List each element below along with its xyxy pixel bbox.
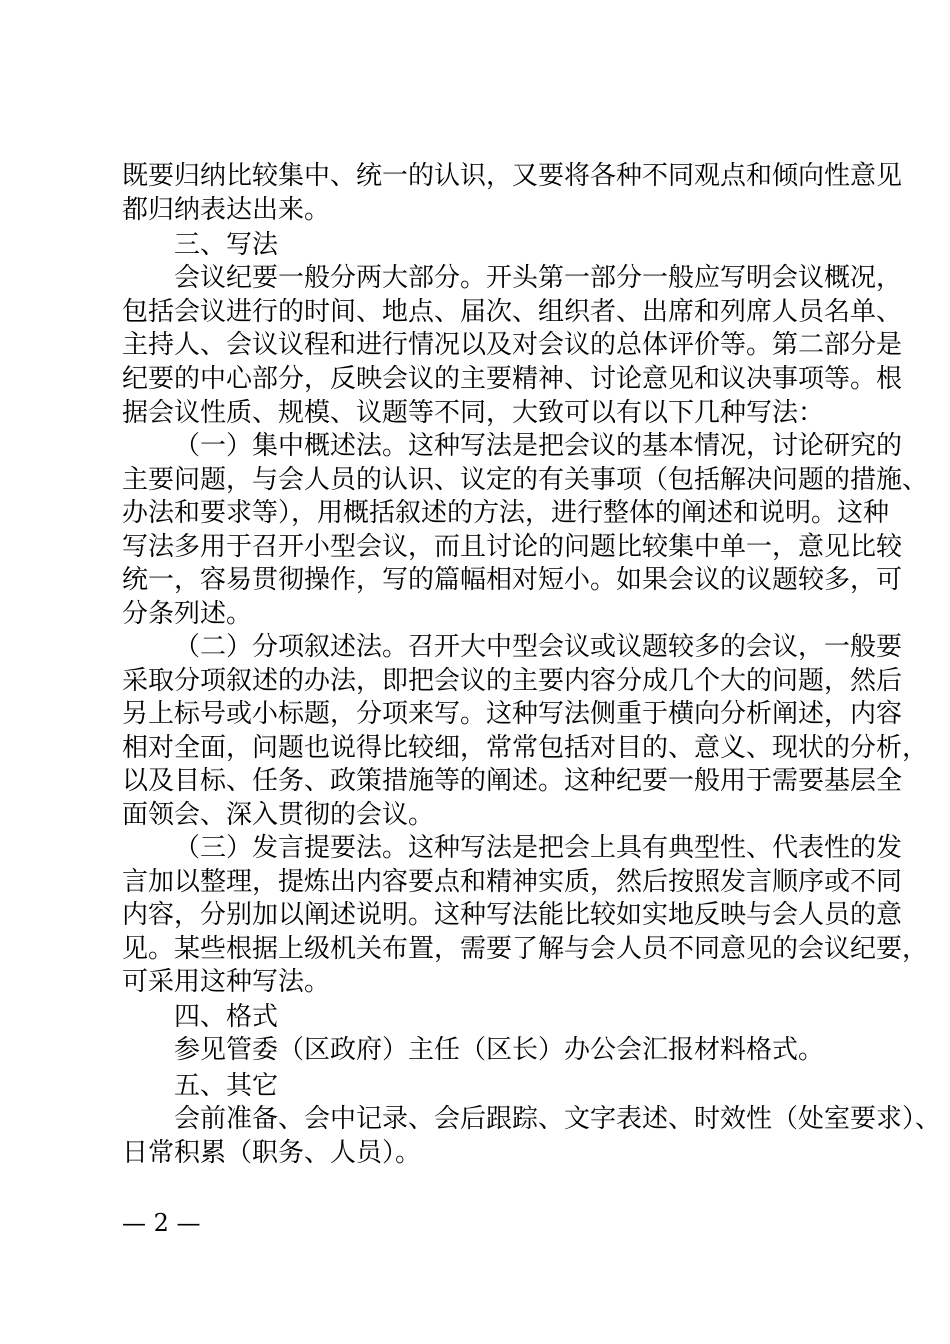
section-heading-other: 五、其它 bbox=[174, 1071, 279, 1101]
body-text-line: 既要归纳比较集中、统一的认识，又要将各种不同观点和倾向性意见 bbox=[122, 161, 903, 191]
section-heading-format: 四、格式 bbox=[174, 1002, 279, 1032]
body-text-line: 主要问题，与会人员的认识、议定的有关事项（包括解决问题的措施、 bbox=[122, 465, 929, 495]
body-text-line: 相对全面，问题也说得比较细，常常包括对目的、意义、现状的分析， bbox=[122, 733, 929, 763]
body-text-line: 言加以整理，提炼出内容要点和精神实质，然后按照发言顺序或不同 bbox=[122, 867, 903, 897]
body-text-line: 见。某些根据上级机关布置，需要了解与会人员不同意见的会议纪要， bbox=[122, 934, 929, 964]
body-text-line: 会议纪要一般分两大部分。开头第一部分一般应写明会议概况， bbox=[174, 263, 903, 293]
body-text-line: 参见管委（区政府）主任（区长）办公会汇报材料格式。 bbox=[174, 1035, 825, 1065]
body-text-line: 日常积累（职务、人员）。 bbox=[122, 1138, 422, 1168]
body-text-line: 另上标号或小标题，分项来写。这种写法侧重于横向分析阐述，内容 bbox=[122, 699, 903, 729]
body-text-line: 据会议性质、规模、议题等不同，大致可以有以下几种写法： bbox=[122, 398, 825, 428]
body-text-line: 采取分项叙述的办法，即把会议的主要内容分成几个大的问题，然后 bbox=[122, 666, 903, 696]
body-text-line: 主持人、会议议程和进行情况以及对会议的总体评价等。第二部分是 bbox=[122, 330, 903, 360]
body-text-line: 包括会议进行的时间、地点、届次、组织者、出席和列席人员名单、 bbox=[122, 297, 903, 327]
body-text-line: （一）集中概述法。这种写法是把会议的基本情况，讨论研究的 bbox=[174, 431, 903, 461]
body-text-line: 内容，分别加以阐述说明。这种写法能比较如实地反映与会人员的意 bbox=[122, 900, 903, 930]
body-text-line: 都归纳表达出来。 bbox=[122, 195, 331, 225]
body-text-line: 面领会、深入贯彻的会议。 bbox=[122, 800, 435, 830]
body-text-line: （二）分项叙述法。召开大中型会议或议题较多的会议，一般要 bbox=[174, 632, 903, 662]
body-text-line: 会前准备、会中记录、会后跟踪、文字表述、时效性（处室要求）、 bbox=[174, 1104, 942, 1134]
body-text-line: 可采用这种写法。 bbox=[122, 967, 331, 997]
body-text-line: 写法多用于召开小型会议，而且讨论的问题比较集中单一，意见比较 bbox=[122, 532, 903, 562]
body-text-line: 分条列述。 bbox=[122, 599, 253, 629]
body-text-line: 统一，容易贯彻操作，写的篇幅相对短小。如果会议的议题较多，可 bbox=[122, 565, 903, 595]
body-text-line: 以及目标、任务、政策措施等的阐述。这种纪要一般用于需要基层全 bbox=[122, 766, 903, 796]
body-text-line: 纪要的中心部分，反映会议的主要精神、讨论意见和议决事项等。根 bbox=[122, 364, 903, 394]
section-heading-writing-method: 三、写法 bbox=[174, 230, 279, 260]
page-number: — 2 — bbox=[122, 1209, 201, 1237]
body-text-line: （三）发言提要法。这种写法是把会上具有典型性、代表性的发 bbox=[174, 833, 903, 863]
body-text-line: 办法和要求等），用概括叙述的方法，进行整体的阐述和说明。这种 bbox=[122, 498, 890, 528]
